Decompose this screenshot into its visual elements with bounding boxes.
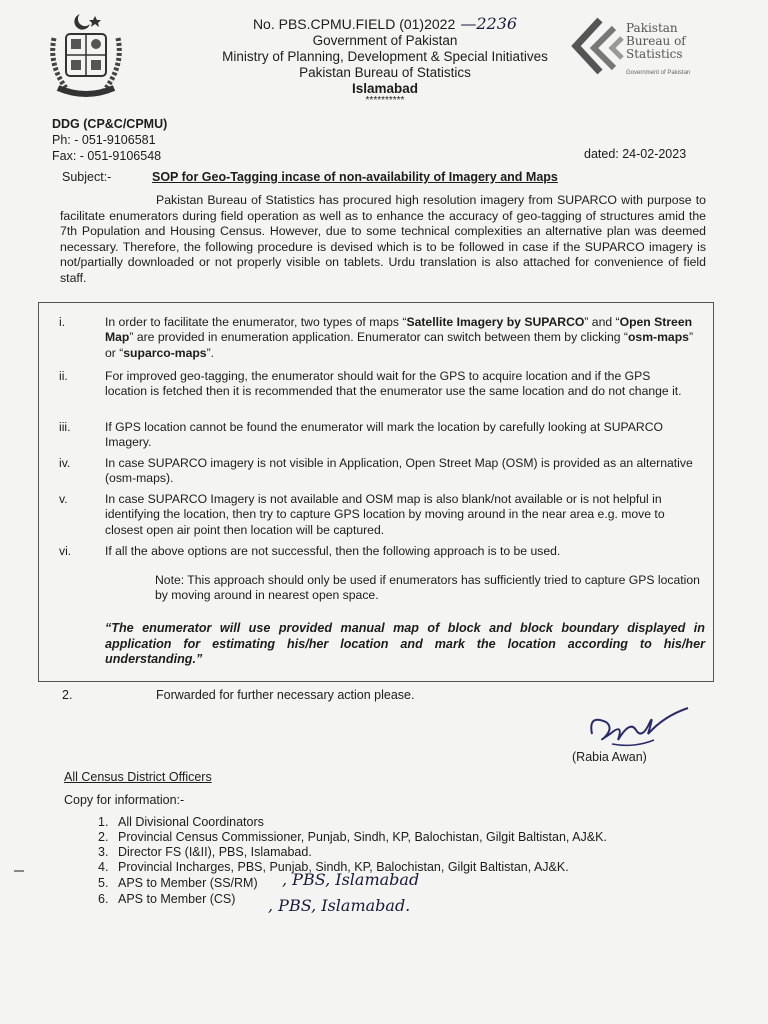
reference-number: No. PBS.CPMU.FIELD (01)2022 —2236 [252, 14, 518, 33]
intro-paragraph: Pakistan Bureau of Statistics has procured high resolution imagery from SUPARCO with purpose to facilitate enumerators during field operation as well as to enhance the accuracy of geo-tagging of structures amid the 7th Population and Housing Census. However, due to some technical complexities an alternative plan was deemed necessary. Therefore, the following procedure is devised which is to be followed in case if the SUPARCO imagery is not/partially downloaded or not properly visible on tablets. Urdu translation is also attached for convenience of field staff. [60, 193, 706, 285]
copy-item-5: 5. APS to Member (SS/RM) [98, 876, 258, 890]
copy-item-1: 1. All Divisional Coordinators [98, 815, 264, 829]
para2-text: Forwarded for further necessary action please. [156, 688, 415, 702]
para2-number: 2. [62, 688, 73, 702]
pbs-logo [570, 14, 710, 84]
letter-date: dated: 24-02-2023 [584, 147, 687, 161]
pbs-logo-text: Pakistan Bureau of Statistics [626, 21, 686, 61]
city-line: Islamabad [351, 81, 419, 96]
copy-item-6: 6. APS to Member (CS) [98, 892, 236, 906]
approach-note: Note: This approach should only be used if enumerators has sufficiently tried to capture GPS location by moving around in nearest open space. [155, 573, 700, 603]
ministry-line: Ministry of Planning, Development & Special Initiatives [222, 49, 548, 64]
handwritten-note-5: , PBS, Islamabad [282, 870, 420, 889]
government-emblem [40, 8, 132, 108]
subject-title: SOP for Geo-Tagging incase of non-availability of Imagery and Maps [152, 170, 558, 184]
bureau-line: Pakistan Bureau of Statistics [299, 65, 471, 80]
sender-designation: DDG (CP&C/CPMU) [52, 117, 168, 131]
government-line: Government of Pakistan [312, 33, 458, 48]
copy-item-2: 2. Provincial Census Commissioner, Punjab, Sindh, KP, Balochistan, Gilgit Baltistan, AJ&K. [98, 830, 607, 844]
handwritten-note-6: , PBS, Islamabad. [268, 896, 411, 915]
signature [584, 704, 694, 754]
sender-phone: Ph: - 051-9106581 [52, 133, 156, 147]
stars-line: ********** [365, 95, 405, 106]
handwritten-number: 2236 [476, 14, 518, 33]
approach-quote: “The enumerator will use provided manual map of block and block boundary displayed in application for estimating his/her location and mark the location according to his/her understanding.” [105, 621, 705, 667]
copy-label: Copy for information:- [64, 793, 185, 807]
addressee: All Census District Officers [64, 770, 212, 784]
copy-item-3: 3. Director FS (I&II), PBS, Islamabad. [98, 845, 312, 859]
signatory-name: (Rabia Awan) [572, 750, 647, 764]
sender-fax: Fax: - 051-9106548 [52, 149, 162, 163]
copy-item-4: 4. Provincial Incharges, PBS, Punjab, Sindh, KP, Balochistan, Gilgit Baltistan, AJ&K. [98, 860, 569, 874]
margin-mark [14, 870, 24, 872]
pbs-logo-subtext: Government of Pakistan [626, 70, 691, 76]
sop-box: i. In order to facilitate the enumerator, two types of maps “Satellite Imagery by SUPARCO” and “Open Streen Map” are provided in enumeration application. Enumerator can switch between them by clicking “osm-maps” or “suparco-maps”. ii. For improved geo-tagging, the enumerator should wait for the GPS to acquire location and if the GPS location is fetched then it is recommended that the enumerator use the same location and do not change it. iii. If GPS location cannot be found the enumerator will mark the location by carefully looking at SUPARCO Imagery. iv. In case SUPARCO imagery is not visible in Application, Open Street Map (OSM) is provided as an alternative (osm-maps). v. In case SUPARCO Imagery is not available and OSM map is also blank/not available or is not helpful in identifying the location, then try to capture GPS location by moving around in the near area e.g. move to closest open air point then location will be captured. vi. If all the above options are not successful, then the following approach is to be used. Note: This approach should only be used if enumerators has sufficiently tried to capture GPS location by moving around in nearest open space. “The enumerator will use provided manual map of block and block boundary displayed in application for estimating his/her location and mark the location according to his/her understanding.” [38, 302, 714, 682]
subject-label: Subject:- [62, 170, 112, 184]
